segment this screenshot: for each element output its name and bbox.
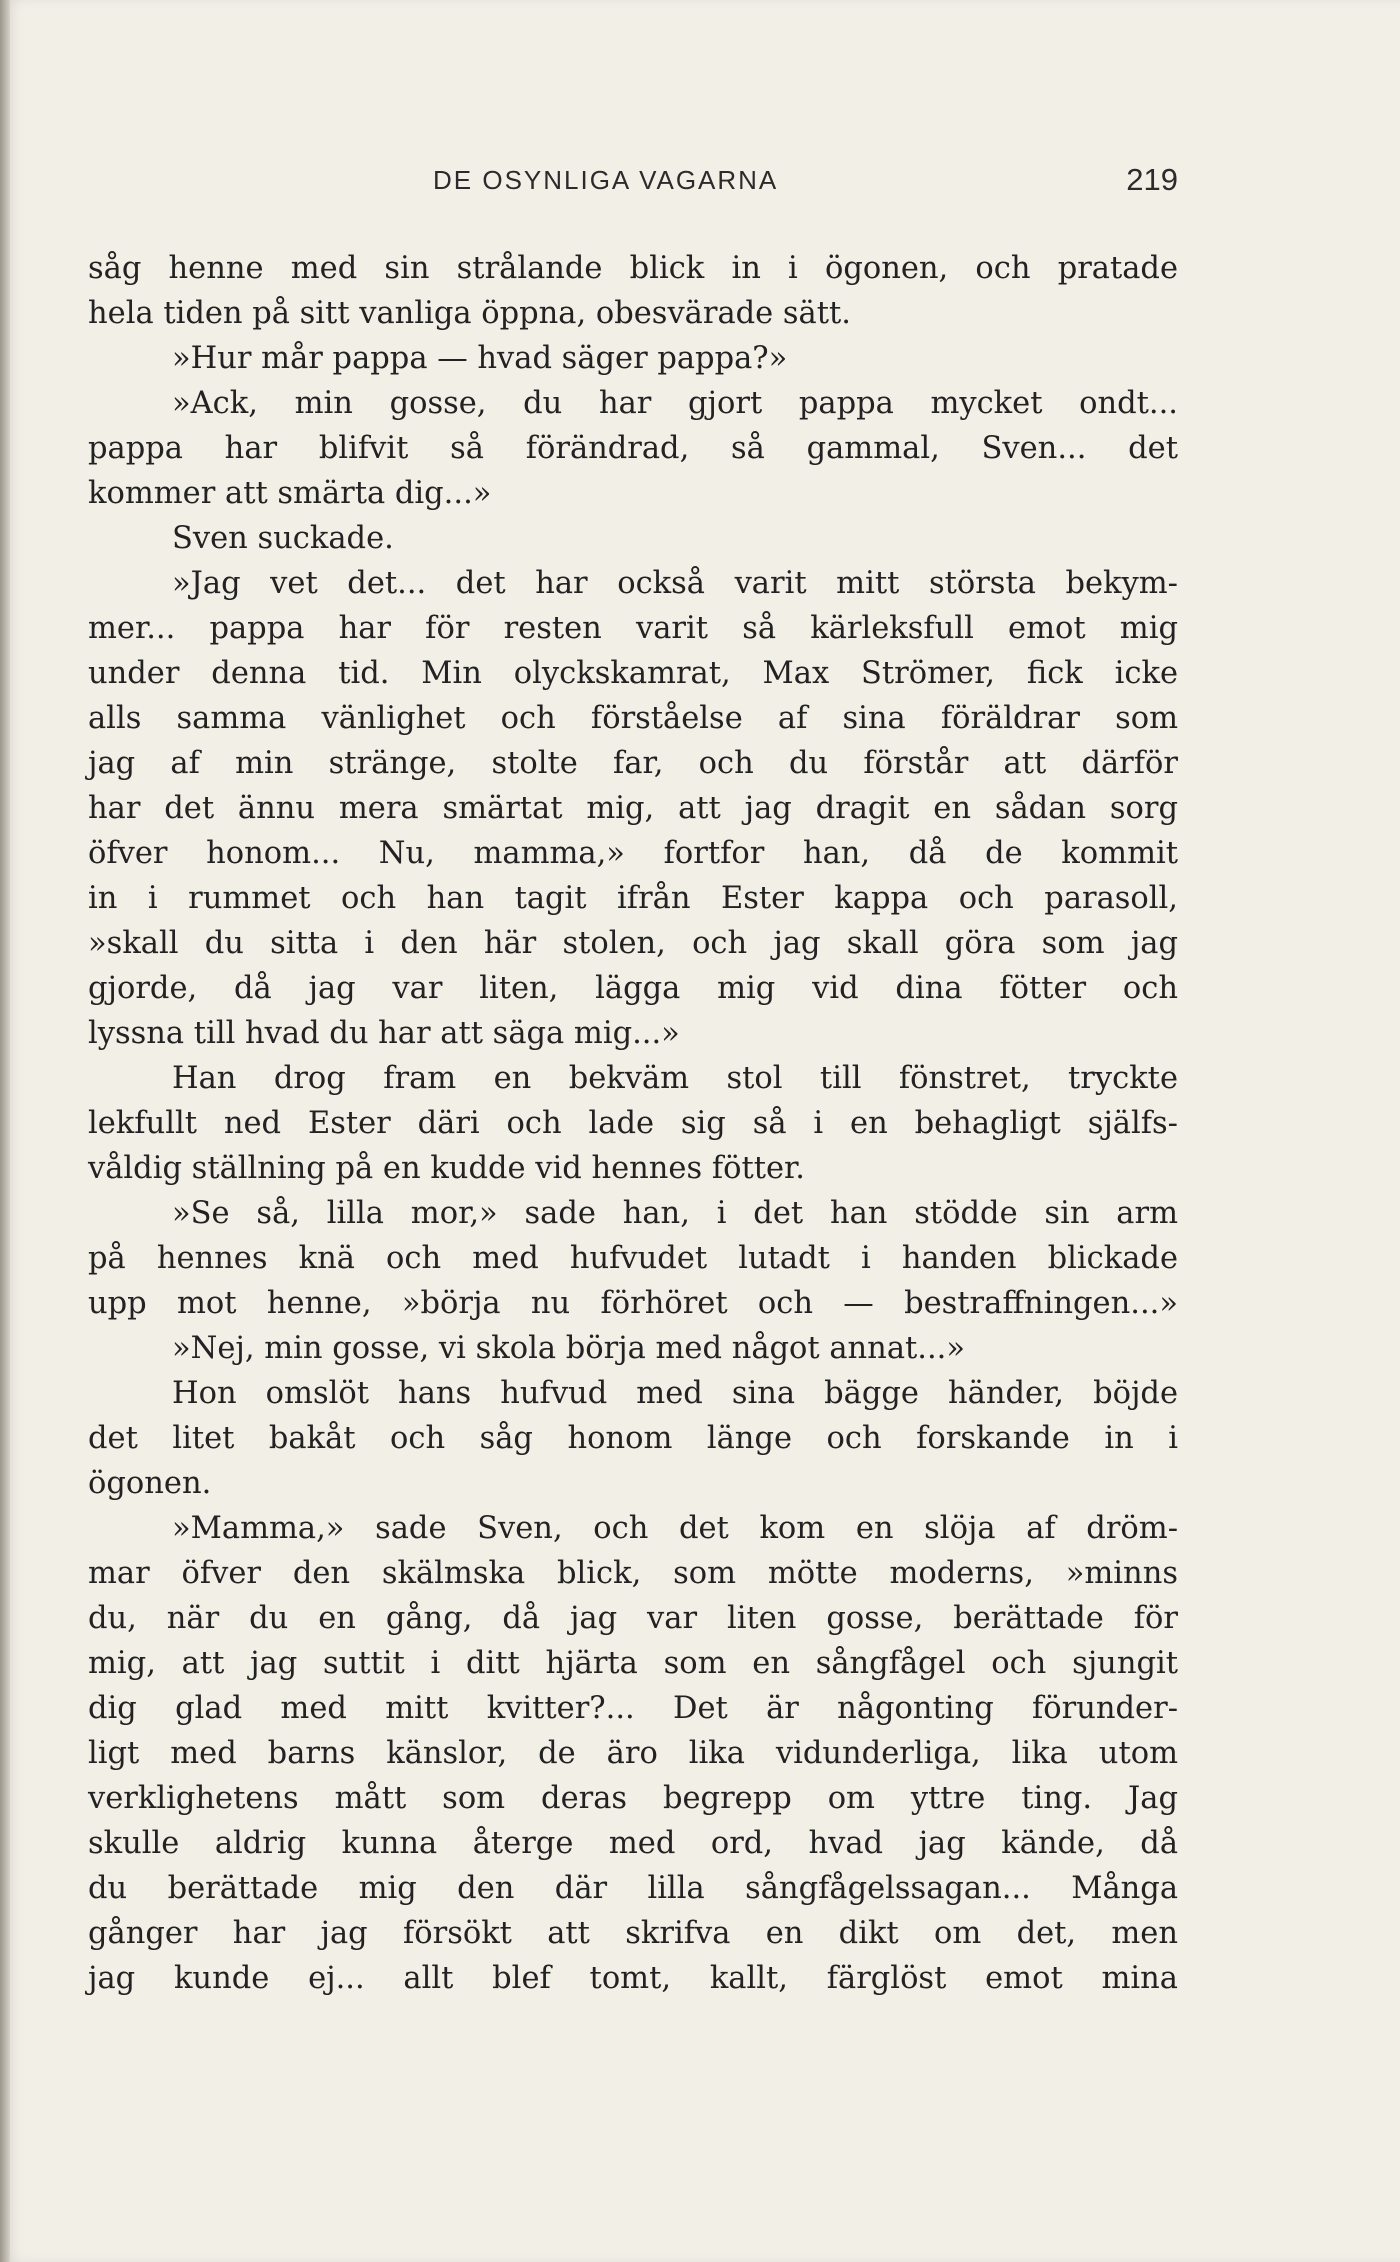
text-line: jag kunde ej... allt blef tomt, kallt, färglöst emot mina <box>88 1961 1178 1996</box>
text-line: hela tiden på sitt vanliga öppna, obesvärade sätt. <box>88 296 851 331</box>
text-line: mer... pappa har för resten varit så kärleksfull emot mig <box>88 611 1178 646</box>
text-line: under denna tid. Min olyckskamrat, Max Strömer, fick icke <box>88 656 1178 691</box>
text-line: på hennes knä och med hufvudet lutadt i handen blickade <box>88 1241 1178 1276</box>
text-line: våldig ställning på en kudde vid hennes fötter. <box>88 1151 805 1186</box>
text-line: lekfullt ned Ester däri och lade sig så i en behagligt själfs- <box>88 1106 1178 1141</box>
text-line: du berättade mig den där lilla sångfågelssagan... Många <box>88 1871 1178 1906</box>
text-line: »Nej, min gosse, vi skola börja med något annat...» <box>172 1331 966 1366</box>
text-line: Han drog fram en bekväm stol till fönstret, tryckte <box>172 1061 1178 1096</box>
body-text <box>88 246 1178 2001</box>
text-line: »Ack, min gosse, du har gjort pappa mycket ondt... <box>172 386 1178 421</box>
text-line: har det ännu mera smärtat mig, att jag dragit en sådan sorg <box>88 791 1178 826</box>
text-line: mig, att jag suttit i ditt hjärta som en sångfågel och sjungit <box>88 1646 1178 1681</box>
text-line: »Mamma,» sade Sven, och det kom en slöja af dröm- <box>172 1511 1178 1546</box>
text-line: Sven suckade. <box>172 521 394 556</box>
text-line: »Hur mår pappa — hvad säger pappa?» <box>172 341 788 376</box>
text-line: skulle aldrig kunna återge med ord, hvad jag kände, då <box>88 1826 1178 1861</box>
text-line: gjorde, då jag var liten, lägga mig vid dina fötter och <box>88 971 1178 1006</box>
text-line: jag af min stränge, stolte far, och du förstår att därför <box>88 746 1178 781</box>
text-line: gånger har jag försökt att skrifva en dikt om det, men <box>88 1916 1178 1951</box>
page-number: 219 <box>1126 162 1178 197</box>
running-title: DE OSYNLIGA VAGARNA <box>433 165 779 195</box>
page-header <box>88 162 1178 205</box>
text-line: du, när du en gång, då jag var liten gosse, berättade för <box>88 1601 1178 1636</box>
text-line: pappa har blifvit så förändrad, så gammal, Sven... det <box>88 431 1178 466</box>
text-line: såg henne med sin strålande blick in i ögonen, och pratade <box>88 251 1178 286</box>
text-line: »Jag vet det... det har också varit mitt största bekym- <box>172 566 1178 601</box>
text-line: kommer att smärta dig...» <box>88 476 492 511</box>
text-line: dig glad med mitt kvitter?... Det är någonting förunder- <box>88 1691 1178 1726</box>
text-line: in i rummet och han tagit ifrån Ester kappa och parasoll, <box>88 881 1178 916</box>
text-line: öfver honom... Nu, mamma,» fortfor han, då de kommit <box>88 836 1178 871</box>
text-line: lyssna till hvad du har att säga mig...» <box>88 1016 680 1051</box>
text-line: »Se så, lilla mor,» sade han, i det han stödde sin arm <box>172 1196 1178 1231</box>
text-line: »skall du sitta i den här stolen, och jag skall göra som jag <box>88 926 1178 961</box>
page-binding-edge <box>0 0 10 2262</box>
text-line: mar öfver den skälmska blick, som mötte moderns, »minns <box>88 1556 1178 1591</box>
text-line: verklighetens mått som deras begrepp om yttre ting. Jag <box>88 1781 1178 1816</box>
text-line: ögonen. <box>88 1466 212 1501</box>
text-line: Hon omslöt hans hufvud med sina bägge händer, böjde <box>172 1376 1178 1411</box>
text-line: upp mot henne, »börja nu förhöret och — bestraffningen...» <box>88 1286 1178 1321</box>
text-line: ligt med barns känslor, de äro lika vidunderliga, lika utom <box>88 1736 1178 1771</box>
text-line: alls samma vänlighet och förståelse af sina föräldrar som <box>88 701 1178 736</box>
text-line: det litet bakåt och såg honom länge och forskande in i <box>88 1421 1178 1456</box>
